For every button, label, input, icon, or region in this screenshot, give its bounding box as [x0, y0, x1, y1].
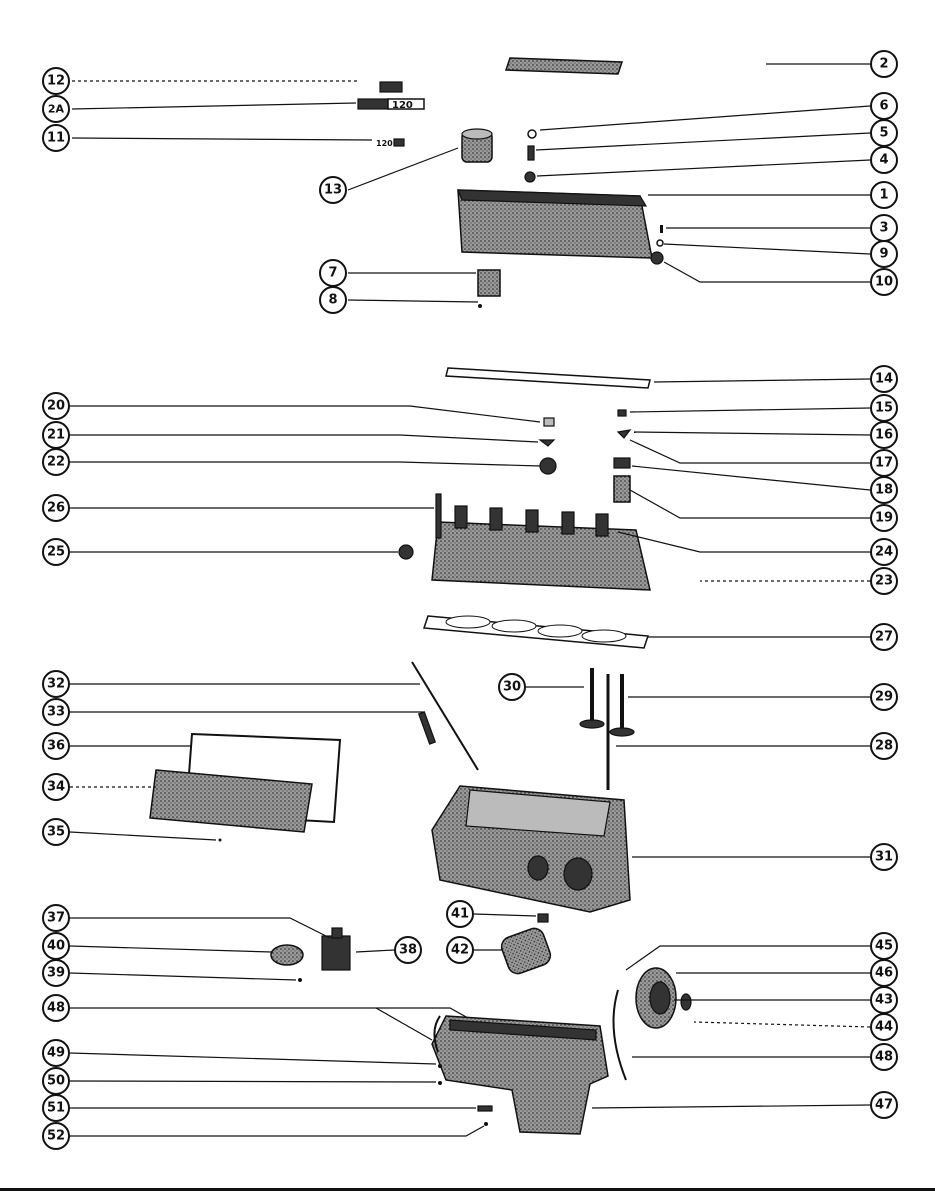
callout-13: [320, 177, 346, 203]
callout-10: [871, 269, 897, 295]
svg-text:6: 6: [879, 98, 889, 114]
svg-text:12: 12: [46, 73, 66, 89]
oil-pan-part: [432, 1016, 608, 1134]
callout-28: [871, 733, 897, 759]
svg-text:41: 41: [450, 906, 470, 922]
filler-cap-part: [462, 129, 492, 162]
svg-text:28: 28: [874, 738, 894, 754]
callout-32: [43, 671, 69, 697]
callout-9: [871, 241, 897, 267]
svg-text:46: 46: [874, 965, 894, 981]
callout-16: [871, 422, 897, 448]
washer-part: [528, 130, 536, 138]
bolt-part: [660, 225, 663, 233]
seal-part: [540, 440, 554, 446]
callout-11: [43, 125, 69, 151]
dipstick-tube-part: [419, 712, 436, 744]
sensor-part: [540, 458, 556, 474]
svg-text:11: 11: [46, 130, 66, 146]
side-cover-part: [150, 770, 312, 832]
pump-pin-part: [298, 978, 302, 982]
callout-19: [871, 505, 897, 531]
callout-6: [871, 93, 897, 119]
page-bottom-rule: [0, 1188, 935, 1191]
svg-text:51: 51: [46, 1100, 66, 1116]
svg-text:45: 45: [874, 938, 894, 954]
callout-7: [320, 260, 346, 286]
pump-cover-part: [271, 945, 303, 965]
plug-part: [478, 304, 482, 308]
svg-text:31: 31: [874, 849, 894, 865]
svg-text:10: 10: [874, 274, 894, 290]
callout-21: [43, 422, 69, 448]
svg-text:50: 50: [46, 1073, 66, 1089]
svg-text:14: 14: [874, 371, 894, 387]
core-plug-part: [399, 545, 413, 559]
svg-text:18: 18: [874, 482, 894, 498]
callout-45: [871, 933, 897, 959]
svg-text:5: 5: [879, 125, 889, 141]
svg-text:19: 19: [874, 510, 894, 526]
engine-block-part: [432, 786, 630, 912]
callout-12: [43, 68, 69, 94]
drain-gasket-part: [484, 1122, 488, 1126]
callout-35: [43, 819, 69, 845]
svg-text:7: 7: [328, 265, 338, 281]
svg-text:35: 35: [46, 824, 66, 840]
cover-gasket-part: [446, 368, 650, 388]
cover-screw-part: [219, 839, 222, 842]
head-bolt-part: [436, 494, 441, 538]
ball-part: [618, 430, 630, 438]
callout-23: [871, 568, 897, 594]
oil-pump-part: [322, 928, 350, 970]
svg-text:36: 36: [46, 738, 66, 754]
svg-text:16: 16: [874, 427, 894, 443]
svg-text:37: 37: [46, 910, 66, 926]
valve-spring-part: [614, 476, 630, 502]
callout-49: [43, 1040, 69, 1066]
callout-50: [43, 1068, 69, 1094]
svg-text:24: 24: [874, 544, 894, 560]
nut-part: [525, 172, 535, 182]
callout-2a: [43, 96, 69, 122]
svg-text:40: 40: [46, 938, 66, 954]
svg-text:27: 27: [874, 629, 894, 645]
emblem-part: [380, 82, 402, 92]
badge-120-large-label: 120: [392, 100, 413, 111]
cap-part: [544, 418, 554, 426]
model-badge-small: [376, 139, 404, 148]
drain-plug-part: [478, 1106, 492, 1111]
callout-41: [447, 901, 473, 927]
callout-37: [43, 905, 69, 931]
spacer-part: [651, 252, 663, 264]
rocker-nut-part: [618, 410, 626, 416]
callout-38: [395, 937, 421, 963]
svg-text:48: 48: [46, 1000, 66, 1016]
callout-30: [499, 674, 525, 700]
callout-36: [43, 733, 69, 759]
callout-24: [871, 539, 897, 565]
svg-text:25: 25: [46, 544, 66, 560]
svg-text:33: 33: [46, 704, 66, 720]
stud-part: [528, 146, 534, 160]
callout-2: [871, 51, 897, 77]
callout-31: [871, 844, 897, 870]
callout-3: [871, 215, 897, 241]
head-gasket-part: [424, 616, 648, 648]
svg-text:21: 21: [46, 427, 66, 443]
callout-52: [43, 1123, 69, 1149]
svg-text:26: 26: [46, 500, 66, 516]
callout-40: [43, 933, 69, 959]
svg-text:4: 4: [879, 152, 889, 168]
svg-text:39: 39: [46, 965, 66, 981]
svg-text:43: 43: [874, 992, 894, 1008]
svg-text:49: 49: [46, 1045, 66, 1061]
svg-text:30: 30: [502, 679, 522, 695]
front-cover-gasket-part: [614, 990, 627, 1080]
callout-47: [871, 1092, 897, 1118]
svg-text:48: 48: [874, 1049, 894, 1065]
callout-34: [43, 774, 69, 800]
svg-text:17: 17: [874, 455, 894, 471]
callout-15: [871, 395, 897, 421]
callout-29: [871, 684, 897, 710]
svg-text:8: 8: [328, 292, 338, 308]
grommet-part: [657, 240, 663, 246]
callout-22: [43, 449, 69, 475]
callout-51: [43, 1095, 69, 1121]
model-badge-large: [358, 99, 424, 111]
callout-42: [447, 937, 473, 963]
callout-4: [871, 147, 897, 173]
valve-part-2: [610, 674, 634, 736]
cylinder-head-part: [432, 506, 650, 590]
callout-48-top: [43, 995, 69, 1021]
svg-text:23: 23: [874, 573, 894, 589]
svg-text:15: 15: [874, 400, 894, 416]
svg-text:2: 2: [879, 56, 889, 72]
badge-120-small-label: 120: [376, 139, 393, 148]
svg-text:2A: 2A: [47, 102, 65, 116]
svg-text:32: 32: [46, 676, 66, 692]
svg-text:44: 44: [874, 1019, 894, 1035]
callout-25: [43, 539, 69, 565]
pan-washer-part: [438, 1081, 442, 1085]
svg-text:3: 3: [879, 220, 889, 236]
callout-1: [871, 182, 897, 208]
svg-text:9: 9: [879, 246, 889, 262]
svg-text:29: 29: [874, 689, 894, 705]
callout-46: [871, 960, 897, 986]
callout-14: [871, 366, 897, 392]
callout-44: [871, 1014, 897, 1040]
svg-text:52: 52: [46, 1128, 66, 1144]
oil-filter-part: [499, 926, 553, 977]
callout-26: [43, 495, 69, 521]
svg-text:38: 38: [398, 942, 418, 958]
pan-bolt-part: [438, 1064, 442, 1068]
callout-5: [871, 120, 897, 146]
valve-cover-part: [458, 190, 652, 258]
svg-text:1: 1: [879, 187, 889, 203]
front-seal-part: [681, 994, 691, 1010]
callout-39: [43, 960, 69, 986]
svg-text:34: 34: [46, 779, 66, 795]
callout-18: [871, 477, 897, 503]
callout-33: [43, 699, 69, 725]
callout-8: [320, 287, 346, 313]
nameplate-part: [506, 58, 622, 74]
svg-text:13: 13: [323, 182, 343, 198]
svg-text:42: 42: [450, 942, 470, 958]
callout-48-bottom: [871, 1044, 897, 1070]
rocker-arm-part: [614, 458, 630, 468]
callout-43: [871, 987, 897, 1013]
timing-cover-part: [636, 968, 676, 1028]
valve-part: [580, 668, 604, 728]
callout-27: [871, 624, 897, 650]
vent-part: [478, 270, 500, 296]
callout-20: [43, 393, 69, 419]
svg-text:20: 20: [46, 398, 66, 414]
svg-text:47: 47: [874, 1097, 894, 1113]
fitting-part: [538, 914, 548, 922]
callout-17: [871, 450, 897, 476]
svg-text:22: 22: [46, 454, 66, 470]
